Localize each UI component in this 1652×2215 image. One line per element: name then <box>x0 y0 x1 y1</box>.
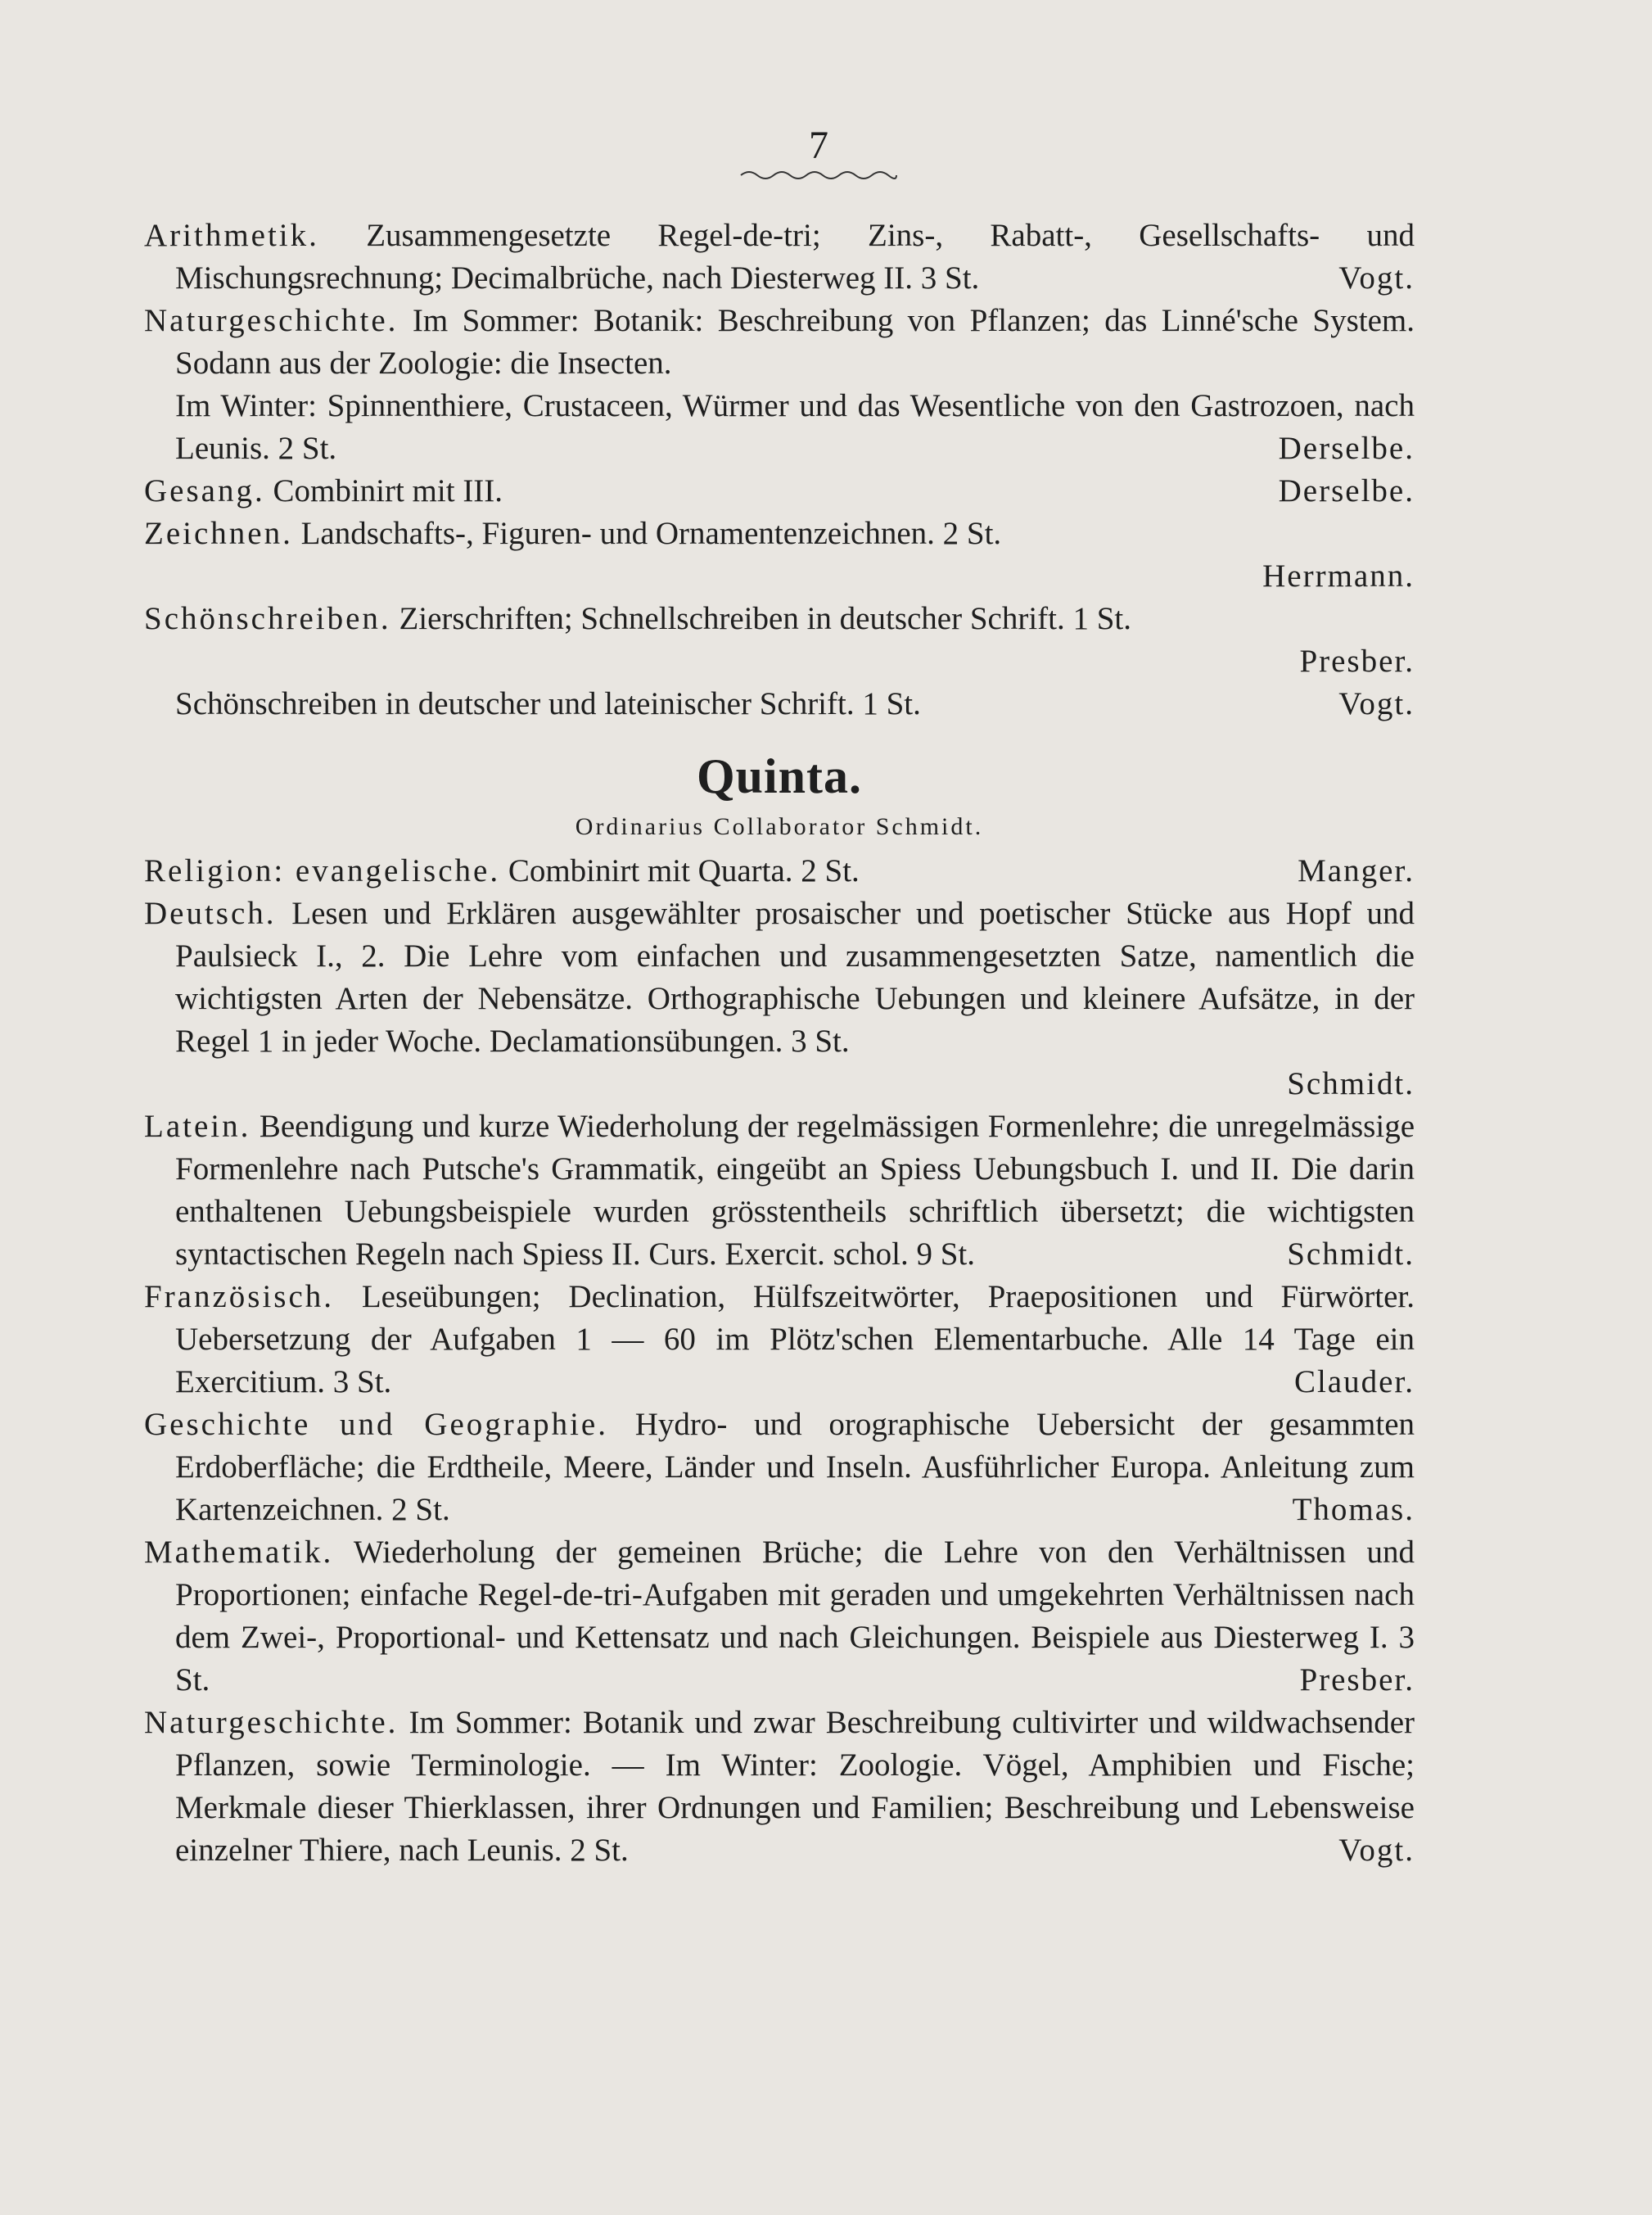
subject-label: Latein. <box>144 1109 251 1144</box>
subject-label: Religion: evangelische. <box>144 853 501 888</box>
teacher-name: Derselbe. <box>1278 473 1415 509</box>
section-ordinarius: Ordinarius Collaborator Schmidt. <box>575 813 984 840</box>
teacher-name: Presber. <box>1299 644 1415 679</box>
teacher-name: Derselbe. <box>1278 431 1415 466</box>
entry-text: Im Sommer: Botanik: Beschreibung von Pflanzen; das Linné'sche System. Sodann aus der Zoologie: die Insecten. <box>175 303 1415 381</box>
teacher-name: Clauder. <box>1293 1364 1415 1399</box>
entry-arithmetik <box>144 215 1415 300</box>
entry-text: Schönschreiben in deutscher und lateinischer Schrift. 1 St. <box>175 686 921 721</box>
teacher-name: Vogt. <box>1338 260 1415 296</box>
entry-text: Combinirt mit Quarta. 2 St. <box>508 853 860 888</box>
entry-text: Zierschriften; Schnellschreiben in deutscher Schrift. 1 St. <box>399 601 1132 636</box>
entry-gesang <box>144 470 1415 513</box>
subject-label: Naturgeschichte. <box>144 303 399 338</box>
entry-naturgeschichte-winter <box>144 385 1415 470</box>
subject-label: Schönschreiben. <box>144 601 391 636</box>
entry-text: Combinirt mit III. <box>273 473 503 509</box>
teacher-name: Schmidt. <box>1287 1236 1415 1272</box>
teacher-name: Schmidt. <box>1287 1066 1415 1101</box>
entry-latein <box>144 1105 1415 1276</box>
entry-naturgeschichte <box>144 1702 1415 1872</box>
subject-label: Geschichte und Geographie. <box>144 1407 608 1442</box>
entry-schoenschreiben-2 <box>144 683 1415 726</box>
entry-text: Beendigung und kurze Wiederholung der regelmässigen Formenlehre; die unregelmässige Formenlehre nach Putsche's Grammatik, eingeübt an Spiess Uebungsbuch I. und II. Die darin enthaltenen Uebungsbeispiele wurden grösstentheils schriftlich übersetzt; die wichtigsten syntactischen Regeln nach Spiess II. Curs. Exercit. schol. 9 St. <box>175 1109 1415 1272</box>
teacher-name: Herrmann. <box>1262 558 1415 594</box>
entry-schoenschreiben <box>144 598 1415 683</box>
entry-franzoesisch <box>144 1276 1415 1404</box>
entry-geschichte <box>144 1404 1415 1531</box>
entry-text: Lesen und Erklären ausgewählter prosaischer und poetischer Stücke aus Hopf und Paulsieck I., 2. Die Lehre vom einfachen und zusammengesetzten Satze, namentlich die wichtigsten Arten der Nebensätze. Orthographische Uebungen und kleinere Aufsätze, in der Regel 1 in jeder Woche. Declamationsübungen. 3 St. <box>175 896 1415 1059</box>
subject-label: Naturgeschichte. <box>144 1705 399 1740</box>
entry-text: Zusammengesetzte Regel-de-tri; Zins-, Rabatt-, Gesellschafts- und Mischungsrechnung; Decimalbrüche, nach Diesterweg II. 3 St. <box>175 218 1415 296</box>
teacher-name: Presber. <box>1299 1662 1415 1697</box>
page-number: 7 <box>809 124 828 167</box>
teacher-name: Vogt. <box>1338 686 1415 721</box>
entry-text: Landschafts-, Figuren- und Ornamentenzeichnen. 2 St. <box>300 516 1002 551</box>
entry-text: Wiederholung der gemeinen Brüche; die Lehre von den Verhältnissen und Proportionen; einfache Regel-de-tri-Aufgaben mit geraden und umgekehrten Verhältnissen nach dem Zwei-, Proportional- und Kettensatz und nach Gleichungen. Beispiele aus Diesterweg I. 3 St. <box>175 1535 1415 1697</box>
subject-label: Französisch. <box>144 1279 335 1314</box>
subject-label: Arithmetik. <box>144 218 319 253</box>
body-text <box>144 215 1415 1872</box>
entry-text: Im Winter: Spinnenthiere, Crustaceen, Würmer und das Wesentliche von den Gastrozoen, nach Leunis. 2 St. <box>175 388 1415 466</box>
subject-label: Deutsch. <box>144 896 277 931</box>
teacher-name: Thomas. <box>1292 1492 1415 1527</box>
entry-mathematik <box>144 1531 1415 1702</box>
entry-text: Hydro- und orographische Uebersicht der gesammten Erdoberfläche; die Erdtheile, Meere, Länder und Inseln. Ausführlicher Europa. Anleitung zum Kartenzeichnen. 2 St. <box>175 1407 1415 1527</box>
ornament-divider <box>737 167 900 183</box>
entry-naturgeschichte-upper <box>144 300 1415 385</box>
subject-label: Zeichnen. <box>144 516 293 551</box>
entry-religion <box>144 850 1415 893</box>
subject-label: Mathematik. <box>144 1535 334 1570</box>
section-heading: Quinta. <box>696 749 863 803</box>
subject-label: Gesang. <box>144 473 265 509</box>
entry-text: Im Sommer: Botanik und zwar Beschreibung cultivirter und wildwachsender Pflanzen, sowie Terminologie. — Im Winter: Zoologie. Vögel, Amphibien und Fische; Merkmale dieser Thierklassen, ihrer Ordnungen und Familien; Beschreibung und Lebensweise einzelner Thiere, nach Leunis. 2 St. <box>175 1705 1415 1868</box>
teacher-name: Vogt. <box>1338 1833 1415 1868</box>
entry-text: Leseübungen; Declination, Hülfszeitwörter, Praepositionen und Fürwörter. Uebersetzung der Aufgaben 1 — 60 im Plötz'schen Elementarbuche. Alle 14 Tage ein Exercitium. 3 St. <box>175 1279 1415 1399</box>
entry-deutsch <box>144 893 1415 1105</box>
teacher-name: Manger. <box>1298 853 1415 888</box>
entry-zeichnen <box>144 513 1415 598</box>
